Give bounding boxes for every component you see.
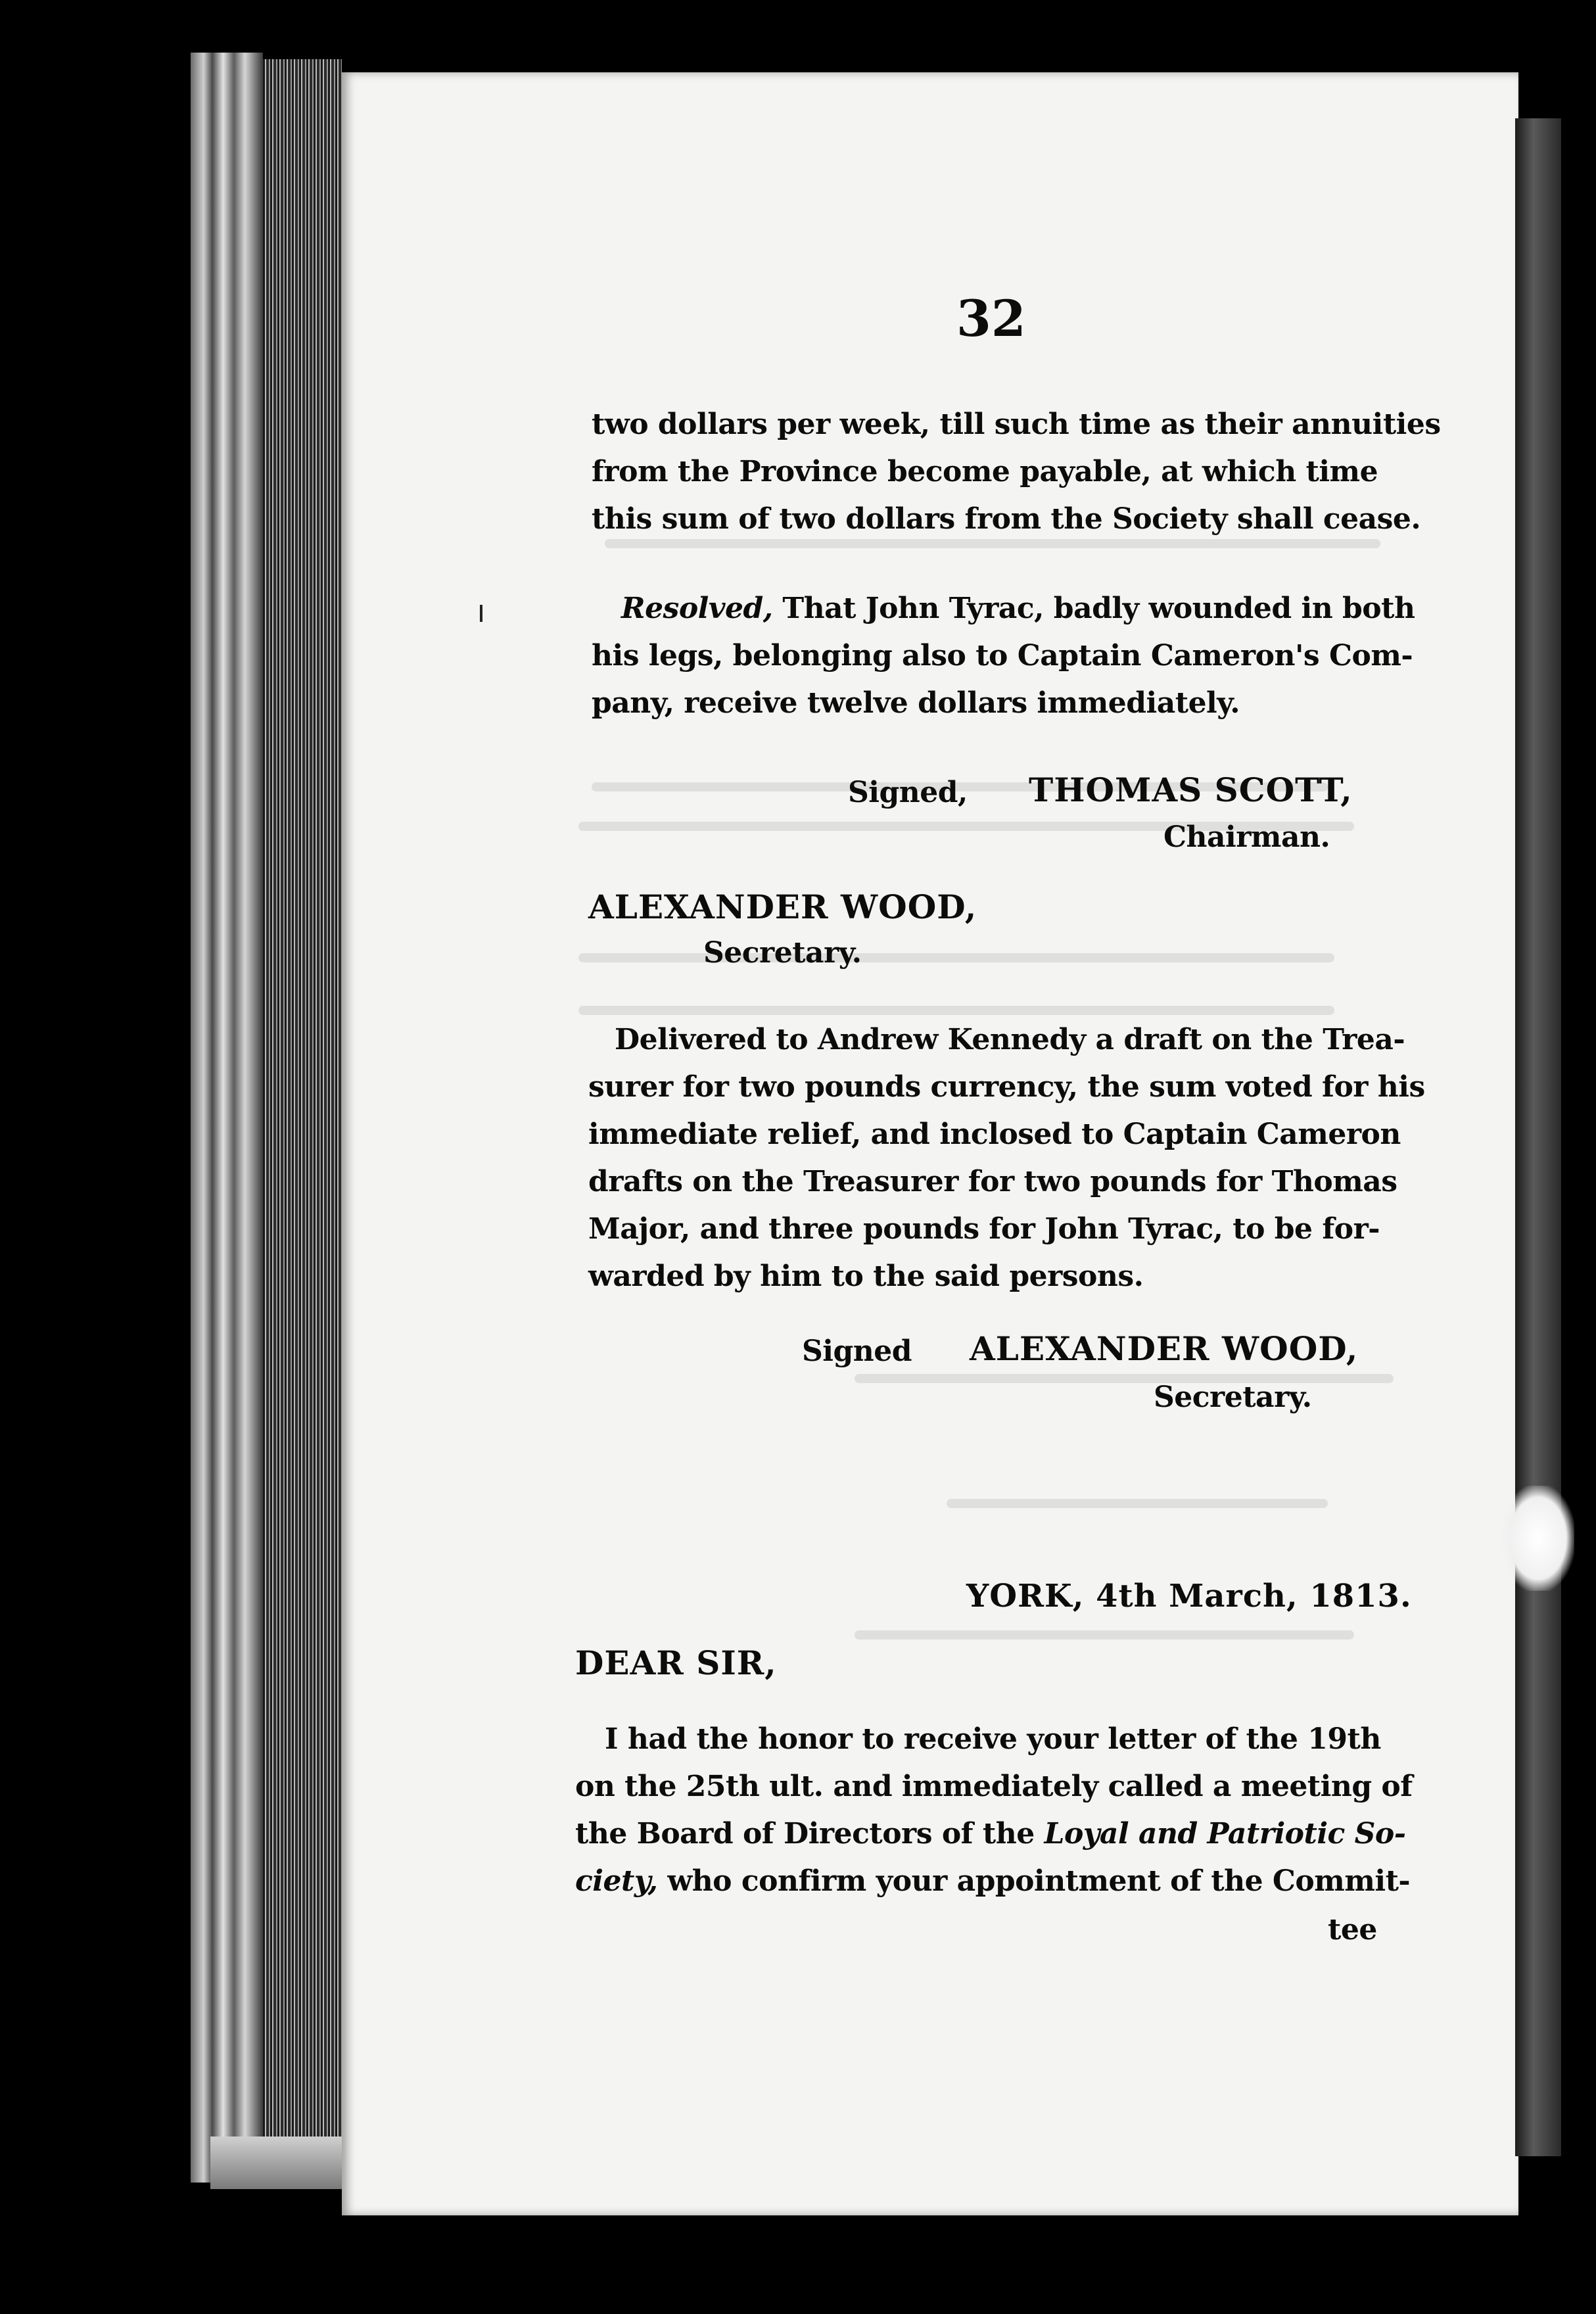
secretary-signature-name: ALEXANDER WOOD,	[970, 1329, 1359, 1368]
letter-line4-text: who confirm your appointment of the Commit-	[657, 1864, 1411, 1898]
secretary-signature-title: Secretary.	[1154, 1381, 1312, 1414]
page-stack-edge	[263, 59, 342, 2183]
bleed-through-line	[855, 1374, 1394, 1383]
paragraph2-line1	[621, 592, 1415, 625]
society-name-part2: ciety,	[575, 1864, 658, 1898]
book-fore-edge	[191, 53, 263, 2183]
paper-damage-blot	[1502, 1486, 1574, 1591]
letter-line4	[575, 1864, 1410, 1898]
signed-label-2: Signed	[802, 1334, 912, 1368]
secretary-title: Secretary.	[703, 936, 862, 970]
bleed-through-line	[855, 1630, 1354, 1640]
signed-label: Signed,	[848, 776, 968, 809]
paragraph3-line3: immediate relief, and inclosed to Captain Cameron	[588, 1118, 1401, 1151]
letter-salutation: DEAR SIR,	[575, 1643, 777, 1682]
chairman-name: THOMAS SCOTT,	[1029, 770, 1353, 809]
book-edge-bottom	[210, 2137, 355, 2189]
catchword: tee	[1328, 1913, 1377, 1947]
letter-line1: I had the honor to receive your letter of the 19th	[605, 1722, 1381, 1756]
bleed-through-line	[578, 1006, 1334, 1015]
margin-mark	[480, 605, 482, 622]
paragraph3-line1: Delivered to Andrew Kennedy a draft on the Trea-	[615, 1023, 1405, 1056]
resolved-label: Resolved,	[621, 592, 773, 625]
paragraph3-line2: surer for two pounds currency, the sum voted for his	[588, 1070, 1425, 1104]
page-number: 32	[956, 289, 1026, 348]
paragraph3-line4: drafts on the Treasurer for two pounds for Thomas	[588, 1165, 1397, 1198]
paragraph1-line1: two dollars per week, till such time as their annuities	[592, 408, 1441, 441]
society-name-part1: Loyal and Patriotic So-	[1044, 1817, 1406, 1851]
bleed-through-line	[605, 539, 1380, 548]
letter-line3-text: the Board of Directors of the	[575, 1817, 1044, 1851]
paragraph2-line1-text: That John Tyrac, badly wounded in both	[772, 592, 1415, 625]
letter-line2: on the 25th ult. and immediately called a meeting of	[575, 1770, 1413, 1803]
paragraph2-line3: pany, receive twelve dollars immediately.	[592, 686, 1240, 720]
paragraph1-line3: this sum of two dollars from the Society shall cease.	[592, 502, 1421, 536]
paragraph1-line2: from the Province become payable, at which time	[592, 455, 1378, 488]
letter-line3	[575, 1817, 1406, 1851]
paragraph3-line5: Major, and three pounds for John Tyrac, to be for-	[588, 1212, 1380, 1246]
letter-dateline: YORK, 4th March, 1813.	[966, 1578, 1412, 1615]
chairman-title: Chairman.	[1163, 820, 1330, 854]
bleed-through-line	[578, 953, 1334, 962]
paragraph3-line6: warded by him to the said persons.	[588, 1260, 1144, 1293]
bleed-through-line	[947, 1499, 1328, 1508]
paragraph2-line2: his legs, belonging also to Captain Cameron's Com-	[592, 639, 1413, 673]
facing-page-edge	[1515, 118, 1561, 2156]
secretary-name: ALEXANDER WOOD,	[588, 887, 977, 926]
